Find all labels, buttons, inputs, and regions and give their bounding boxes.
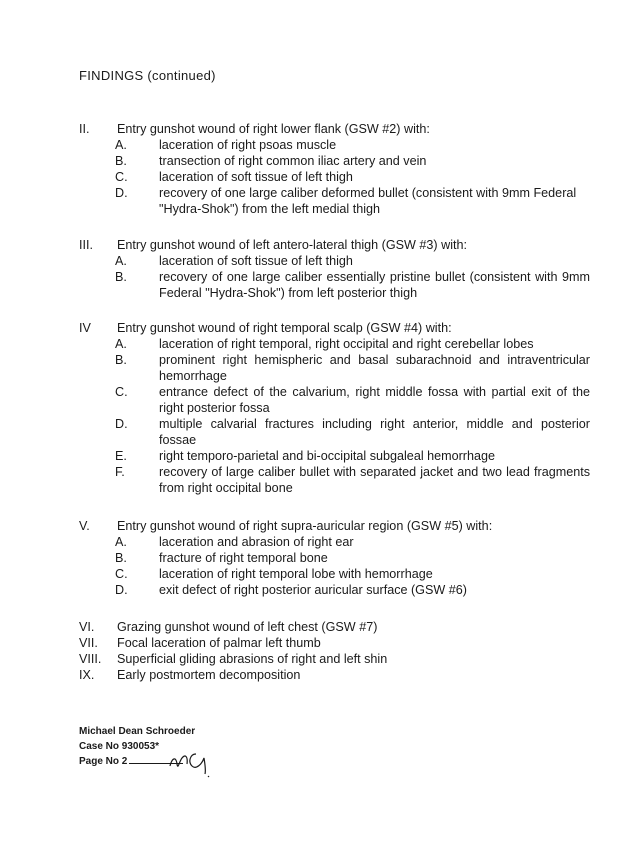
item-text: laceration and abrasion of right ear [159, 535, 354, 549]
section-numeral: IV [79, 321, 91, 335]
item-letter: B. [115, 353, 127, 367]
item-text: laceration of right psoas muscle [159, 138, 337, 152]
item-text: exit defect of right posterior auricular surface (GSW #6) [159, 583, 467, 597]
section-text: Early postmortem decomposition [117, 668, 301, 682]
item-text: fracture of right temporal bone [159, 551, 328, 565]
finding-item [115, 169, 599, 185]
findings-heading: FINDINGS (continued) [79, 68, 216, 83]
section-text: Entry gunshot wound of right temporal scalp (GSW #4) with: [117, 321, 452, 335]
finding-item [115, 253, 599, 269]
item-letter: A. [115, 254, 127, 268]
section-numeral: V. [79, 519, 90, 533]
finding-item [115, 137, 599, 153]
finding-item [115, 582, 599, 598]
item-letter: A. [115, 138, 127, 152]
item-letter: F. [115, 465, 125, 479]
section-numeral: III. [79, 238, 93, 252]
footer-name: Michael Dean Schroeder [79, 726, 196, 737]
section-text: Focal laceration of palmar left thumb [117, 636, 321, 650]
finding-item [115, 352, 599, 384]
section-numeral: IX. [79, 668, 95, 682]
item-text: multiple calvarial fractures including right anterior, middle and posterior fossae [159, 417, 590, 447]
item-letter: D. [115, 417, 128, 431]
finding-item [115, 448, 599, 464]
section-text: Grazing gunshot wound of left chest (GSW #7) [117, 620, 378, 634]
finding-section-iii [79, 237, 599, 301]
section-text: Entry gunshot wound of right lower flank (GSW #2) with: [117, 122, 430, 136]
finding-item [115, 534, 599, 550]
footer-case-number: Case No 930053* [79, 741, 160, 752]
finding-section-v [79, 518, 599, 598]
finding-section-iv [79, 320, 599, 496]
item-text: laceration of right temporal lobe with hemorrhage [159, 567, 433, 581]
item-letter: C. [115, 567, 128, 581]
item-letter: D. [115, 186, 128, 200]
item-letter: A. [115, 337, 127, 351]
item-letter: C. [115, 170, 128, 184]
footer-page-number: Page No 2 [79, 756, 128, 767]
finding-item [115, 153, 599, 169]
item-text: laceration of right temporal, right occipital and right cerebellar lobes [159, 337, 534, 351]
item-letter: B. [115, 154, 127, 168]
finding-item [115, 185, 599, 217]
item-text: recovery of large caliber bullet with separated jacket and two lead fragments from right occipital bone [159, 465, 590, 495]
finding-item [115, 269, 599, 301]
finding-single [79, 667, 599, 683]
section-text: Superficial gliding abrasions of right and left shin [117, 652, 388, 666]
section-text: Entry gunshot wound of left antero-lateral thigh (GSW #3) with: [117, 238, 467, 252]
finding-item [115, 384, 599, 416]
item-text: transection of right common iliac artery and vein [159, 154, 427, 168]
finding-item [115, 550, 599, 566]
finding-item [115, 464, 599, 496]
item-letter: A. [115, 535, 127, 549]
section-numeral: VII. [79, 636, 98, 650]
item-letter: C. [115, 385, 128, 399]
finding-section-singles [79, 619, 599, 683]
item-letter: D. [115, 583, 128, 597]
item-letter: E. [115, 449, 127, 463]
item-text: recovery of one large caliber deformed bullet (consistent with 9mm Federal "Hydra-Shok") from the left medial thigh [159, 186, 577, 216]
finding-single [79, 635, 599, 651]
finding-single [79, 651, 599, 667]
finding-section-ii [79, 121, 599, 217]
finding-single [79, 619, 599, 635]
item-text: laceration of soft tissue of left thigh [159, 254, 353, 268]
item-text: recovery of one large caliber essentially pristine bullet (consistent with 9mm Federal "Hydra-Shok") from left posterior thigh [159, 270, 590, 300]
section-numeral: VI. [79, 620, 95, 634]
item-text: prominent right hemispheric and basal subarachnoid and intraventricular hemorrhage [159, 353, 590, 383]
item-text: right temporo-parietal and bi-occipital subgaleal hemorrhage [159, 449, 496, 463]
section-numeral: II. [79, 122, 90, 136]
item-text: entrance defect of the calvarium, right middle fossa with partial exit of the right posterior fossa [159, 385, 590, 415]
finding-item [115, 566, 599, 582]
item-letter: B. [115, 270, 127, 284]
item-text: laceration of soft tissue of left thigh [159, 170, 353, 184]
finding-item [115, 336, 599, 352]
section-numeral: VIII. [79, 652, 102, 666]
item-letter: B. [115, 551, 127, 565]
section-text: Entry gunshot wound of right supra-auricular region (GSW #5) with: [117, 519, 493, 533]
handwritten-initials [166, 744, 216, 778]
finding-item [115, 416, 599, 448]
